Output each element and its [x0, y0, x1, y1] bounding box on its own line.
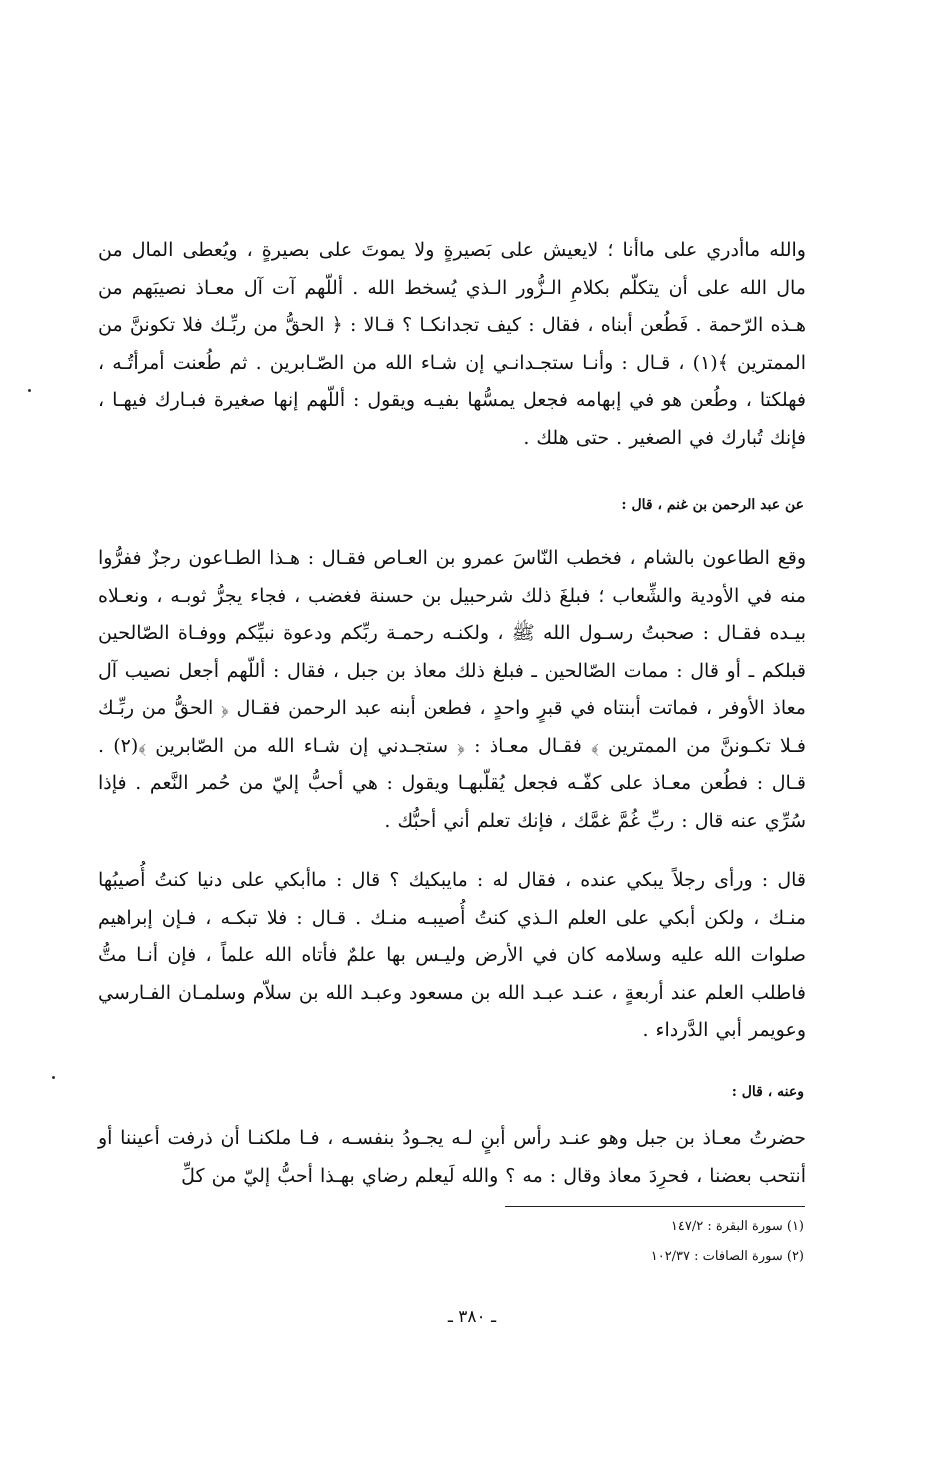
- scan-speck: [28, 389, 31, 392]
- paragraph-3: قال : ورأى رجلاً يبكي عنده ، فقال له : مايبكيك ؟ قال : ماأبكي على دنيا كنتُ أُصيبُها منـك ، ولكن أبكي على العلم الـذي كنتُ أُصيبـه منـك . قـال : فلا تبكـه ، فـإن إبراهيم صلوات الله عليه وسلامه كان في الأرض وليـس بها علمٌ فأتاه الله علماً ، فإن أنـا متُّ فاطلب العلم عند أربعةٍ ، عنـد عبـد الله بن مسعود وعبـد الله بن سلاّم وسلمـان الفـارسي وعويمر أبي الدَّرداء .: [98, 869, 806, 1041]
- paragraph-4: حضرتُ معـاذ بن جبل وهو عنـد رأس أبنٍ لـه يجـودُ بنفسـه ، فـا ملكنـا أن ذرفت أعيننا أو أنتحب بعضنا ، فحرِدَ معاذ وقال : مه ؟ والله لَيعلم رضاي بهـذا أحبُّ إليّ من كلِّ: [98, 1127, 806, 1187]
- paragraph-1: والله ماأدري على ماأنا ؛ لايعيش على بَصيرةٍ ولا يموتَ على بصيرةٍ ، ويُعطى المال من مال الله على أن يتكلّم بكلامِ الـزُّور الـذي يُسخط الله . أللّهم آت آل معـاذ نصيبَهم من هـذه الرّحمة . فَطُعن أبناه ، فقال : كيف تجدانكـا ؟ قـالا : ﴿ الحقُّ من ربِّـك فلا تكوننَّ من الممترين ﴾(١) ، قـال : وأنـا ستجـدانـي إن شـاء الله من الصّـابرين . ثم طُعنت أمرأتُـه ، فهلكتا ، وطُعن هو في إبهامه فجعل يمسُّها بفيـه ويقول : أللّهم إنها صغيرة فبـارك فيهـا ، فإنك تُبارك في الصغير . حتى هلك .: [98, 239, 806, 449]
- footnote-2: (٢) سورة الصافات : ١٠٢/٣٧: [650, 1249, 804, 1264]
- footnote-1: (١) سورة البقرة : ١٤٧/٢: [670, 1219, 804, 1234]
- footnote-divider: [505, 1206, 805, 1207]
- paragraph-2: وقع الطاعون بالشام ، فخطب النّاسَ عمرو بن العـاص فقـال : هـذا الطـاعون رجزٌ ففرُّوا منه في الأودية والشِّعاب ؛ فبلغَ ذلك شرحبيل بن حسنة فغضب ، فجاء يجرُّ ثوبـه ، ونعـلاه بيـده فقـال : صحبتُ رسـول الله ﷺ ، ولكنـه رحمـة ربِّكم ودعوة نبيِّكم ووفـاة الصّالحين قبلكم ـ أو قال : ممات الصّالحين ـ فبلغ ذلك معاذ بن جبل ، فقال : أللّهم أجعل نصيب آل معاذ الأوفر ، فماتت أبنتاه في قبرٍ واحدٍ ، فطعن أبنه عبد الرحمن فقـال ﴿ الحقُّ من ربِّـك فـلا تكـوننَّ من الممترين ﴾ فقـال معـاذ : ﴿ ستجـدني إن شـاء الله من الصّابرين ﴾(٢) . قـال : فطُعن معـاذ على كفّـه فجعل يُقلّبهـا ويقول : هي أحبُّ إليّ من حُمر النَّعم . فإذا سُرِّي عنه قال : ربِّ غُمَّ غمَّك ، فإنك تعلم أني أحبُّك .: [98, 547, 806, 832]
- scan-speck: [52, 1076, 55, 1079]
- narration-heading-1: عن عبد الرحمن بن غنم ، قال :: [621, 497, 804, 513]
- page-number: ـ ٣٨٠ ـ: [447, 1307, 497, 1327]
- narration-heading-2: وعنه ، قال :: [731, 1084, 804, 1100]
